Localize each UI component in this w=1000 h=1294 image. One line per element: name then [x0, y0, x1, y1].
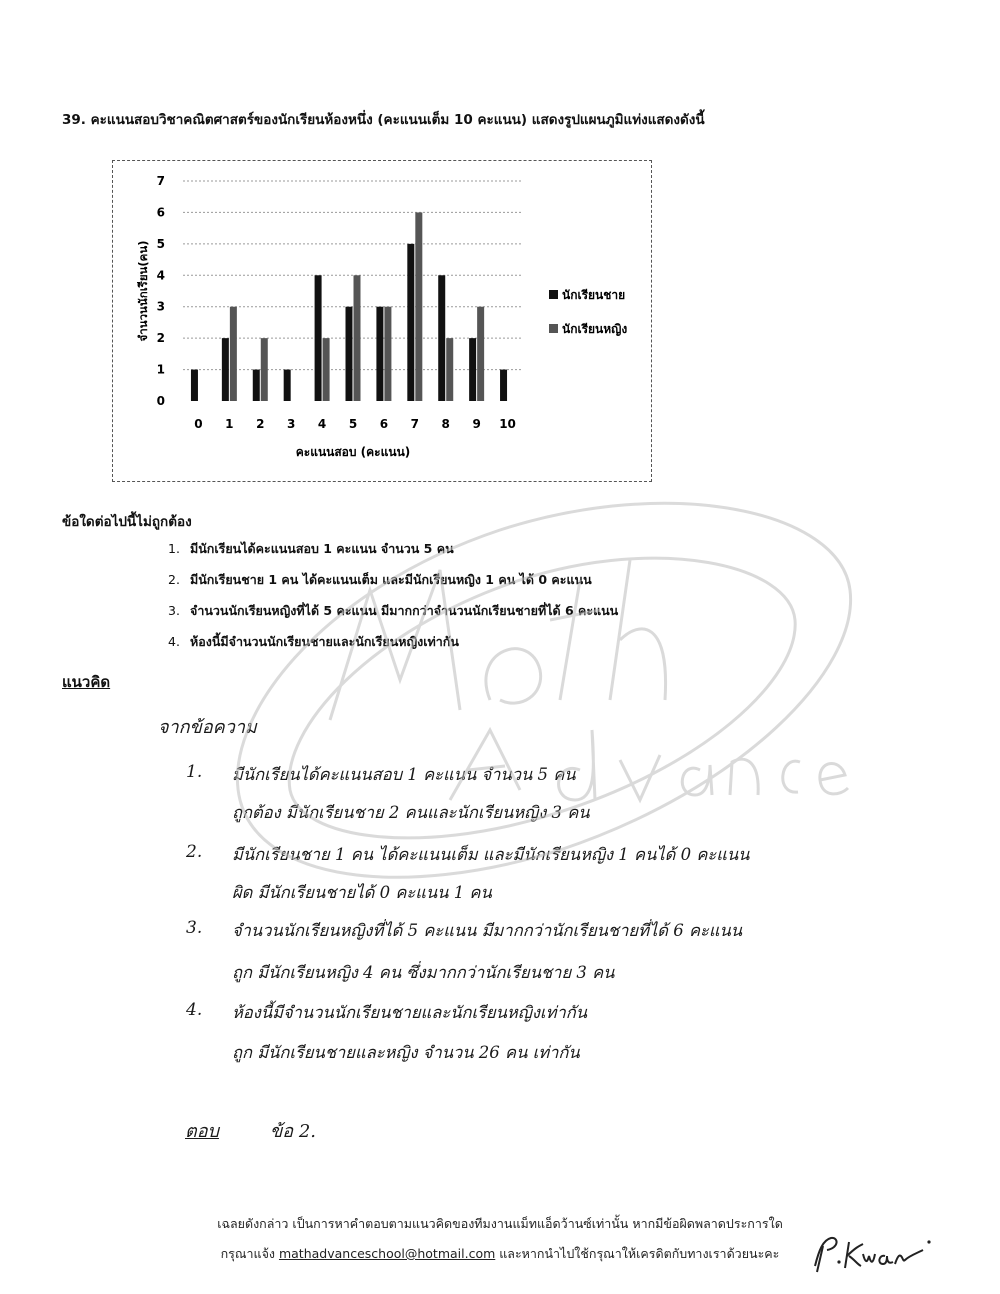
- y-tick-label: 4: [156, 268, 165, 283]
- bar-boys: [253, 370, 260, 401]
- footer-contact-suffix: และหากนำไปใช้กรุณาให้เครดิตกับทางเราด้วยนะคะ: [495, 1246, 780, 1261]
- legend-swatch: [549, 324, 558, 333]
- answer-value: ข้อ 2.: [270, 1121, 317, 1142]
- bar-boys: [284, 370, 291, 401]
- x-tick-label: 3: [287, 417, 296, 431]
- bar-girls: [446, 338, 453, 401]
- chart-svg: [113, 161, 651, 481]
- bar-boys: [500, 370, 507, 401]
- solution-verdict: ถูก มีนักเรียนหญิง 4 คน ซึ่งมากกว่านักเรียนชาย 3 คน: [232, 963, 615, 982]
- solution-verdict: ผิด มีนักเรียนชายได้ 0 คะแนน 1 คน: [232, 883, 492, 902]
- solution-number: 1.: [186, 762, 203, 782]
- x-tick-label: 10: [499, 417, 516, 431]
- choice-item: [168, 602, 618, 633]
- solution-statement: มีนักเรียนชาย 1 คน ได้คะแนนเต็ม และมีนักเรียนหญิง 1 คนได้ 0 คะแนน: [232, 845, 750, 864]
- x-tick-label: 0: [194, 417, 203, 431]
- answer-label: ตอบ: [185, 1121, 219, 1142]
- solution-verdict: ถูก มีนักเรียนชายและหญิง จำนวน 26 คน เท่ากัน: [232, 1043, 580, 1062]
- concept-heading: แนวคิด: [62, 673, 111, 691]
- x-tick-label: 7: [410, 417, 419, 431]
- solution-number: 3.: [186, 918, 203, 938]
- y-tick-label: 2: [156, 331, 165, 346]
- y-tick-label: 1: [156, 362, 165, 377]
- choice-text: ห้องนี้มีจำนวนนักเรียนชายและนักเรียนหญิงเท่ากัน: [190, 634, 459, 649]
- choice-number: 1.: [168, 541, 180, 556]
- y-tick-label: 0: [156, 394, 165, 408]
- x-tick-label: 2: [256, 417, 265, 431]
- x-tick-label: 1: [225, 417, 234, 431]
- solution-number: 4.: [186, 1000, 203, 1020]
- bar-boys: [315, 275, 322, 401]
- bar-boys: [222, 338, 229, 401]
- signature: [805, 1228, 935, 1278]
- y-tick-label: 5: [156, 236, 165, 251]
- solution-number: 2.: [186, 842, 203, 862]
- x-tick-label: 5: [348, 417, 358, 431]
- email-link[interactable]: mathadvanceschool@hotmail.com: [278, 1246, 496, 1261]
- bar-boys: [191, 370, 198, 401]
- choice-number: 4.: [168, 634, 180, 649]
- choice-number: 2.: [168, 572, 180, 587]
- bar-girls: [354, 275, 361, 401]
- bar-boys: [469, 338, 476, 401]
- question-title: 39. คะแนนสอบวิชาคณิตศาสตร์ของนักเรียนห้องหนึ่ง (คะแนนเต็ม 10 คะแนน) แสดงรูปแผนภูมิแท่งแสดงดังนี้: [62, 112, 705, 128]
- legend-label: นักเรียนหญิง: [562, 322, 628, 336]
- bar-chart: [112, 160, 652, 482]
- bar-boys: [438, 275, 445, 401]
- bar-girls: [261, 338, 268, 401]
- footer-contact-prefix: กรุณาแจ้ง: [220, 1246, 279, 1261]
- solution-statement: จำนวนนักเรียนหญิงที่ได้ 5 คะแนน มีมากกว่านักเรียนชายที่ได้ 6 คะแนน: [232, 921, 743, 940]
- bar-girls: [415, 212, 422, 401]
- y-tick-label: 7: [156, 174, 165, 188]
- y-axis-label: จำนวนนักเรียน(คน): [136, 240, 150, 342]
- choice-item: [168, 571, 618, 602]
- choice-number: 3.: [168, 603, 180, 618]
- x-tick-label: 4: [317, 417, 327, 431]
- subquestion-prompt: ข้อใดต่อไปนี้ไม่ถูกต้อง: [62, 514, 192, 530]
- legend-swatch: [549, 290, 558, 299]
- bar-boys: [376, 307, 383, 401]
- bar-boys: [407, 244, 414, 401]
- solution-statement: ห้องนี้มีจำนวนนักเรียนชายและนักเรียนหญิงเท่ากัน: [232, 1003, 587, 1022]
- x-axis-label: คะแนนสอบ (คะแนน): [295, 445, 411, 459]
- y-tick-label: 6: [156, 205, 165, 220]
- bar-girls: [323, 338, 330, 401]
- y-tick-label: 3: [156, 299, 165, 314]
- choice-text: มีนักเรียนได้คะแนนสอบ 1 คะแนน จำนวน 5 คน: [190, 541, 454, 556]
- solution-verdict: ถูกต้อง มีนักเรียนชาย 2 คนและนักเรียนหญิง 3 คน: [232, 803, 590, 822]
- choice-text: มีนักเรียนชาย 1 คน ได้คะแนนเต็ม และมีนักเรียนหญิง 1 คน ได้ 0 คะแนน: [190, 572, 592, 587]
- choice-item: [168, 633, 618, 664]
- choice-item: [168, 540, 618, 571]
- solution-intro: จากข้อความ: [158, 717, 257, 738]
- legend-label: นักเรียนชาย: [562, 288, 626, 302]
- footer-disclaimer: เฉลยดังกล่าว เป็นการหาคำตอบตามแนวคิดของทีมงานแม็ทแอ็ดว้านซ์เท่านั้น หากมีข้อผิดพลาดประการใด: [217, 1216, 783, 1231]
- bar-girls: [230, 307, 237, 401]
- bar-girls: [384, 307, 391, 401]
- choice-list: [168, 540, 618, 664]
- choice-text: จำนวนนักเรียนหญิงที่ได้ 5 คะแนน มีมากกว่าจำนวนนักเรียนชายที่ได้ 6 คะแนน: [190, 603, 619, 618]
- bar-boys: [346, 307, 353, 401]
- bar-girls: [477, 307, 484, 401]
- x-tick-label: 9: [472, 417, 481, 431]
- solution-statement: มีนักเรียนได้คะแนนสอบ 1 คะแนน จำนวน 5 คน: [232, 765, 576, 784]
- x-tick-label: 6: [379, 417, 389, 431]
- x-tick-label: 8: [441, 417, 450, 431]
